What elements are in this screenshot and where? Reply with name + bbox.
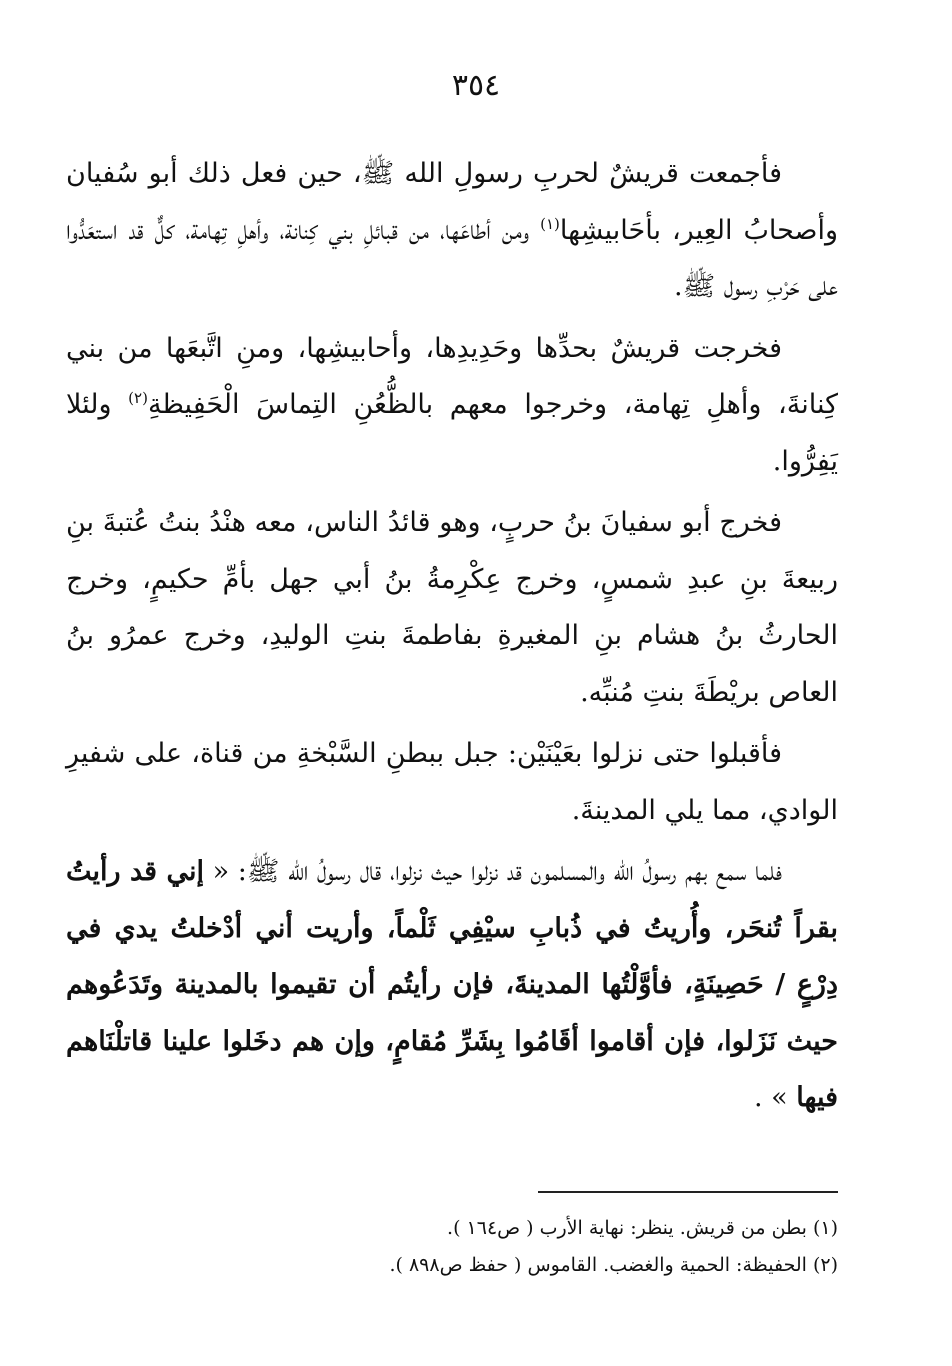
footnote-divider [538, 1191, 838, 1193]
paragraph-leaders-departure [66, 495, 838, 721]
page-number: ٣٥٤ [451, 68, 501, 103]
footnote-1: (١) بطن من قريش. ينظر: نهاية الأرب ( ص١٦٤ ). [447, 1217, 838, 1239]
paragraph-text-continued: ولئلا يَفِرُّوا. [66, 389, 838, 477]
prophet-quote-text: إني قد رأيتُ بقراً تُنحَر، وأُريتُ في ذُبابِ سيْفِي ثَلْماً، وأريت أني أدْخلتُ يدي في دِرْعٍ / حَصِينَةٍ، فأوَّلْتُها المدينةَ، فإن رأيتُم أن تقيموا بالمدينة وتَدَعُوهم حيث نَزَلوا، فإن أقاموا أقَامُوا بِشَرِّ مُقامٍ، وإن هم دخَلوا علينا قاتلْنَاهم فيها [66, 856, 838, 1113]
paragraph-text: فأقبلوا حتى نزلوا بعَيْنَيْن: جبل ببطنِ السَّبْخةِ من قناة، على شفيرِ الوادي، مما يلي المدينةَ. [66, 738, 838, 826]
paragraph-quraysh-gathering [66, 146, 838, 316]
footnote-marker-2: (٢) [128, 389, 148, 407]
paragraph-quraysh-departure [66, 321, 838, 491]
paragraph-prophet-vision [66, 844, 838, 1127]
paragraph-text-continued: ومن أطاعَها، من قبائلِ بني كِنانة، وأهلِ تِهامة، كلٌّ قد استعَدُّوا على حَرْبِ رسول ﷺ. [66, 214, 838, 302]
footnote-2: (٢) الحفيظة: الحمية والغضب. القاموس ( حفظ ص٨٩٨ ). [389, 1254, 838, 1276]
paragraph-text: فخرج أبو سفيانَ بنُ حربٍ، وهو قائدُ الناس، معه هنْدُ بنتُ عُتبةَ بنِ ربيعةَ بنِ عبدِ شمسٍ، وخرج عِكْرِمةُ بنُ أبي جهل بأمِّ حكيمٍ، وخرج الحارثُ بنُ هشام بنِ المغيرةِ بفاطمةَ بنتِ الوليدِ، وخرج عمرُو بنُ العاص بريْطَةَ بنتِ مُنبِّه. [66, 507, 838, 708]
footnotes-section [66, 1210, 838, 1284]
paragraph-text: فخرجت قريشٌ بحدِّها وحَدِيدِها، وأحابيشِها، ومنِ اتَّبعَها من بني كِنانةَ، وأهلِ تِهامة، وخرجوا معهم بالظُّعُنِ التِماسَ الْحَفِيظةِ [66, 332, 838, 420]
footnote-marker-1: (١) [540, 214, 560, 233]
quote-closing-text: » . [753, 1082, 797, 1113]
body-text [66, 146, 838, 1127]
quote-lead-text: فلما سمع بهم رسولُ الله والمسلمون قد نزلوا حيث نزلوا، قال رسولُ الله ﷺ: « [204, 856, 783, 887]
paragraph-text: فأجمعت قريشٌ لحربِ رسولِ الله ﷺ، حين فعل ذلك أبو سُفيان وأصحابُ العِير، بأحَابيشِها [66, 158, 838, 246]
paragraph-camp-location [66, 726, 838, 839]
